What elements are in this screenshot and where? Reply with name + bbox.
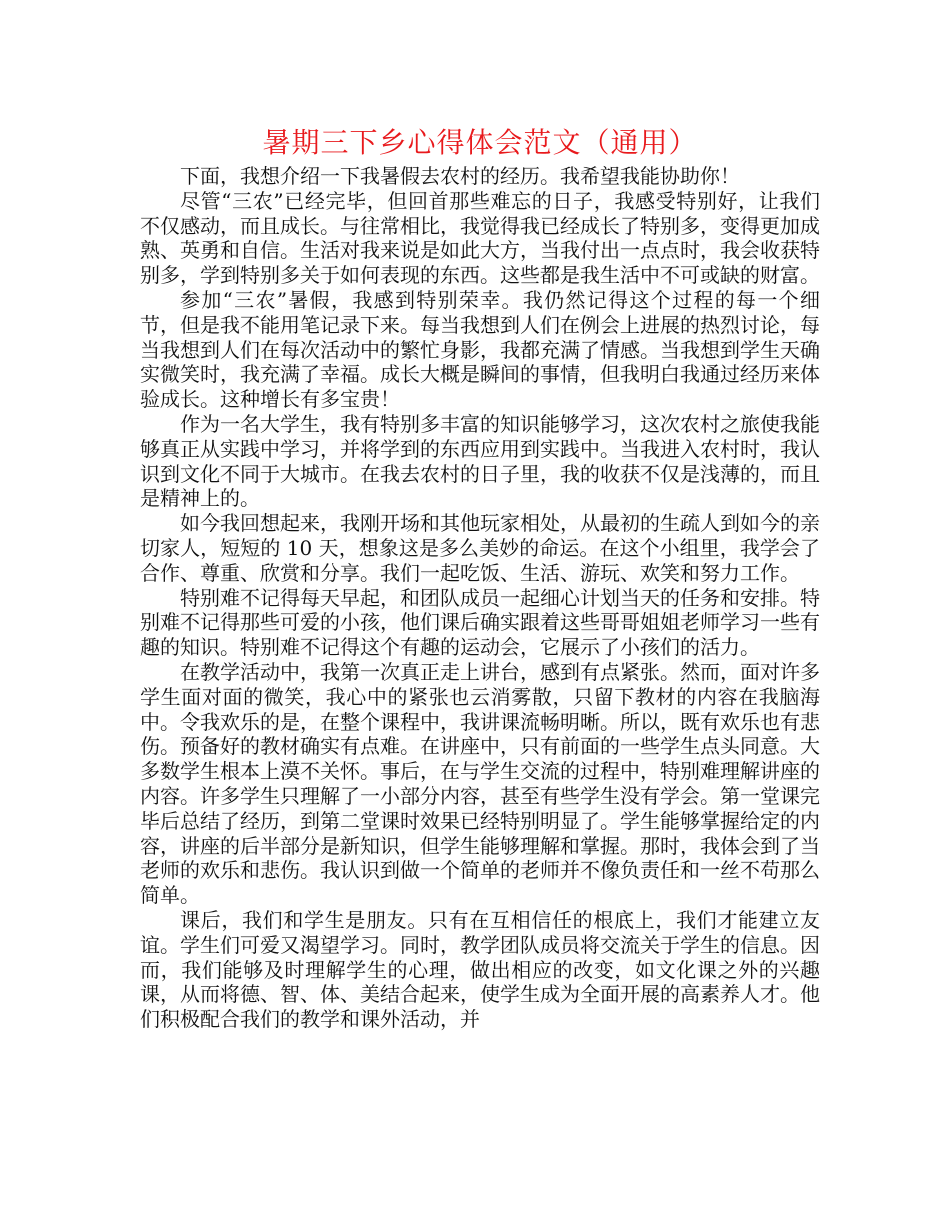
document-page [140,122,820,1032]
paragraph-honor: 参加“三农”暑假，我感到特别荣幸。我仍然记得这个过程的每一个细节，但是我不能用笔记录下来。每当我想到人们在例会上进展的热烈讨论，每当我想到人们在每次活动中的繁忙身影，我都充满了情感。当我想到学生天确实微笑时，我充满了幸福。成长大概是瞬间的事情，但我明白我通过经历来体验成长。这种增长有多宝贵！ [140,287,820,412]
document-title: 暑期三下乡心得体会范文（通用） [262,126,698,159]
paragraph-friendship: 课后，我们和学生是朋友。只有在互相信任的根底上，我们才能建立友谊。学生们可爱又渴望学习。同时，教学团队成员将交流关于学生的信息。因而，我们能够及时理解学生的心理，做出相应的改变，如文化课之外的兴趣课，从而将德、智、体、美结合起来，使学生成为全面开展的高素养人才。他们积极配合我们的教学和课外活动，并 [140,907,820,1032]
paragraph-memories: 特别难不记得每天早起，和团队成员一起细心计划当天的任务和安排。特别难不记得那些可爱的小孩，他们课后确实跟着这些哥哥姐姐老师学习一些有趣的知识。特别难不记得这个有趣的运动会，它展示了小孩们的活力。 [140,585,820,660]
paragraph-teaching: 在教学活动中，我第一次真正走上讲台，感到有点紧张。然而，面对许多学生面对面的微笑，我心中的紧张也云消雾散，只留下教材的内容在我脑海中。令我欢乐的是，在整个课程中，我讲课流畅明晰。所以，既有欢乐也有悲伤。预备好的教材确实有点难。在讲座中，只有前面的一些学生点头同意。大多数学生根本上漠不关怀。事后，在与学生交流的过程中，特别难理解讲座的内容。许多学生只理解了一小部分内容，甚至有些学生没有学会。第一堂课完毕后总结了经历，到第二堂课时效果已经特别明显了。学生能够掌握给定的内容，讲座的后半部分是新知识，但学生能够理解和掌握。那时，我体会到了当老师的欢乐和悲伤。我认识到做一个简单的老师并不像负责任和一丝不苟那么简单。 [140,659,820,908]
paragraph-intro: 下面，我想介绍一下我暑假去农村的经历。我希望我能协助你！ [180,164,740,188]
paragraph-growth: 尽管“三农”已经完毕，但回首那些难忘的日子，我感受特别好，让我们不仅感动，而且成长。与往常相比，我觉得我已经成长了特别多，变得更加成熟、英勇和自信。生活对我来说是如此大方，当我付出一点点时，我会收获特别多，学到特别多关于如何表现的东西。这些都是我生活中不可或缺的财富。 [140,188,820,288]
paragraph-team: 如今我回想起来，我刚开场和其他玩家相处，从最初的生疏人到如今的亲切家人，短短的 10 天，想象这是多么美妙的命运。在这个小组里，我学会了合作、尊重、欣赏和分享。我们一起吃饭、生活、游玩、欢笑和努力工作。 [140,511,820,585]
paragraph-practice: 作为一名大学生，我有特别多丰富的知识能够学习，这次农村之旅使我能够真正从实践中学习，并将学到的东西应用到实践中。当我进入农村时，我认识到文化不同于大城市。在我去农村的日子里，我的收获不仅是浅薄的，而且是精神上的。 [140,411,820,511]
